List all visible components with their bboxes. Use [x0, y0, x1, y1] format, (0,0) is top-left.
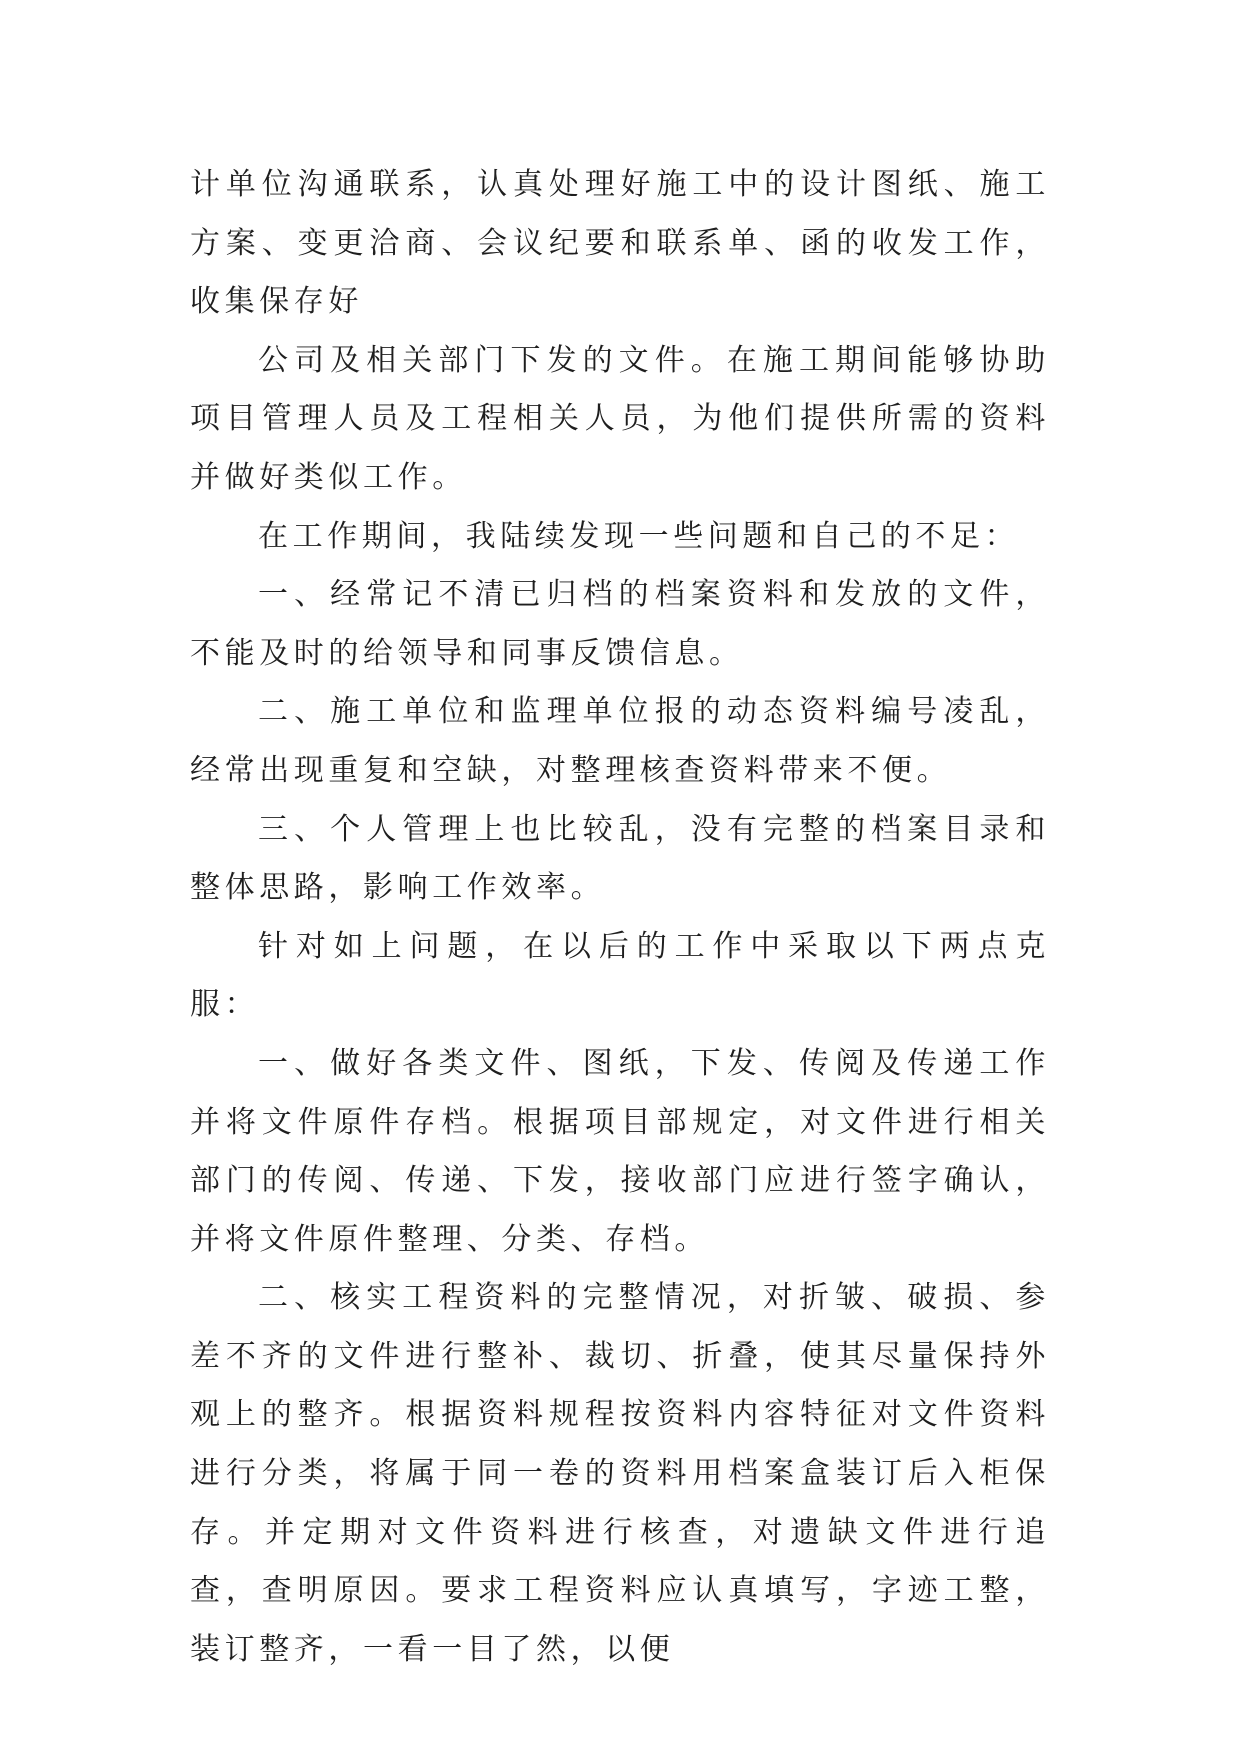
paragraph: 二、核实工程资料的完整情况，对折皱、破损、参差不齐的文件进行整补、裁切、折叠，使其尽量保持外观上的整齐。根据资料规程按资料内容特征对文件资料进行分类，将属于同一卷的资料用档案盒装订后入柜保存。并定期对文件资料进行核查，对遗缺文件进行追查，查明原因。要求工程资料应认真填写，字迹工整，装订整齐，一看一目了然，以便: [190, 1280, 1050, 1667]
document-body: [190, 156, 1050, 1679]
paragraph: 三、个人管理上也比较乱，没有完整的档案目录和整体思路，影响工作效率。: [190, 811, 1050, 906]
paragraph: 一、做好各类文件、图纸，下发、传阅及传递工作并将文件原件存档。根据项目部规定，对文件进行相关部门的传阅、传递、下发，接收部门应进行签字确认，并将文件原件整理、分类、存档。: [190, 1045, 1050, 1257]
paragraph: 针对如上问题，在以后的工作中采取以下两点克服：: [190, 928, 1050, 1023]
paragraph: 二、施工单位和监理单位报的动态资料编号凌乱，经常出现重复和空缺，对整理核查资料带来不便。: [190, 694, 1050, 788]
paragraph: 公司及相关部门下发的文件。在施工期间能够协助项目管理人员及工程相关人员，为他们提供所需的资料并做好类似工作。: [190, 342, 1050, 495]
paragraph-continuation: 计单位沟通联系，认真处理好施工中的设计图纸、施工方案、变更洽商、会议纪要和联系单、函的收发工作，收集保存好: [190, 167, 1050, 320]
paragraph: 一、经常记不清已归档的档案资料和发放的文件，不能及时的给领导和同事反馈信息。: [190, 577, 1050, 671]
paragraph: 在工作期间，我陆续发现一些问题和自己的不足：: [258, 518, 1020, 554]
